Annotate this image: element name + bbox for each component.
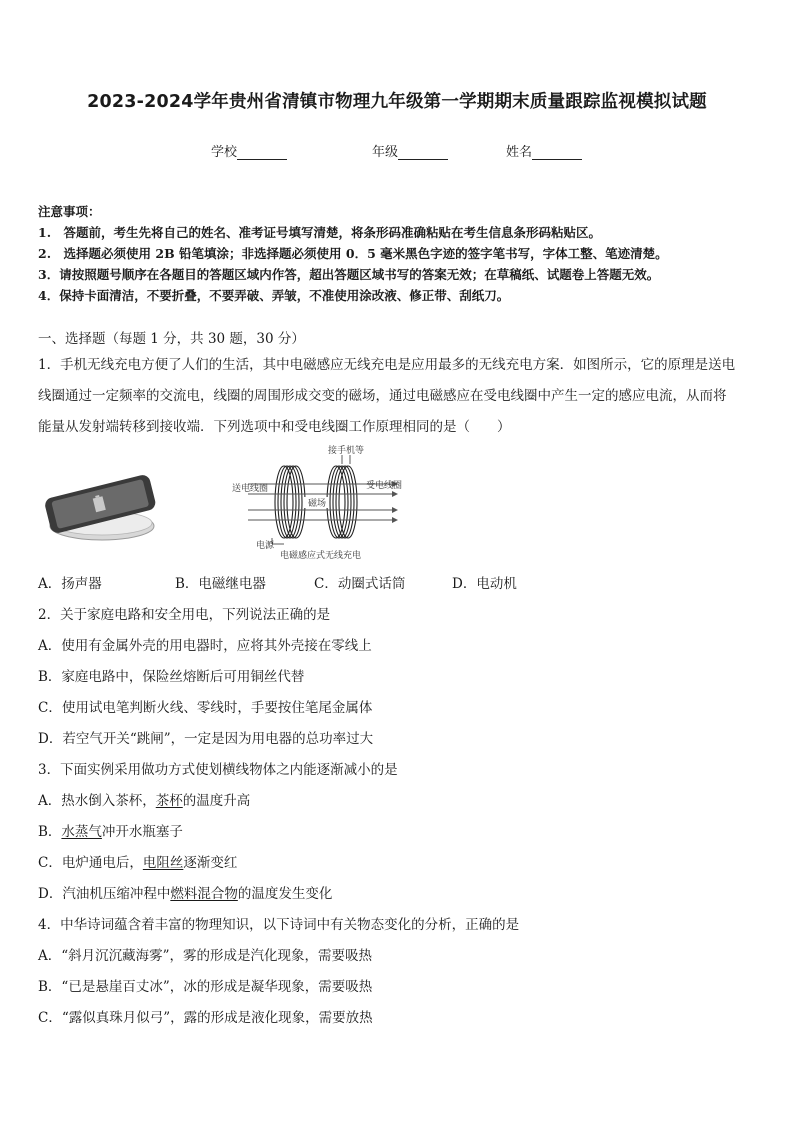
section-heading: 一、选择题（每题 1 分，共 30 题，30 分）: [38, 331, 305, 347]
grade-blank[interactable]: [398, 145, 448, 160]
q2-option-d[interactable]: D．若空气开关“跳闸”，一定是因为用电器的总功率过大: [38, 731, 374, 747]
label-receive-coil: 受电线圈: [366, 481, 403, 491]
name-field[interactable]: [506, 141, 582, 160]
q3-option-b[interactable]: [38, 820, 183, 840]
name-label: 姓名: [506, 145, 533, 160]
q1-line-3: 能量从发射端转移到接收端．下列选项中和受电线圈工作原理相同的是（ ）: [38, 419, 511, 435]
q2-option-c[interactable]: C．使用试电笔判断火线、零线时，手要按住笔尾金属体: [38, 700, 373, 716]
q3-a-prefix: A．热水倒入茶杯，: [38, 793, 156, 809]
exam-title: 2023-2024学年贵州省清镇市物理九年级第一学期期末质量跟踪监视模拟试题: [87, 92, 707, 112]
grade-label: 年级: [372, 145, 399, 160]
q1-line-1: 1．手机无线充电方便了人们的生活，其中电磁感应无线充电是应用最多的无线充电方案．如图所示，它的原理是送电: [38, 357, 736, 373]
q4-option-a[interactable]: A．“斜月沉沉藏海雾”，雾的形成是汽化现象，需要吸热: [38, 948, 373, 964]
q1-option-c[interactable]: C．动圈式话筒: [314, 576, 406, 592]
q3-a-underlined: 茶杯: [155, 793, 183, 809]
q3-d-underlined: 燃料混合物: [170, 886, 238, 902]
label-phone-connection: 接手机等: [328, 446, 365, 456]
induction-coil-diagram: [232, 444, 408, 560]
q3-option-c[interactable]: [38, 851, 237, 871]
phone-charger-image: [40, 468, 160, 548]
q2-stem: 2．关于家庭电路和安全用电，下列说法正确的是: [38, 607, 331, 623]
receive-coil-icon: [327, 466, 357, 538]
q2-option-a[interactable]: A．使用有金属外壳的用电器时，应将其外壳接在零线上: [38, 638, 372, 654]
notice-item-4: 4．保持卡面清洁，不要折叠，不要弄破、弄皱，不准使用涂改液、修正带、刮纸刀。: [38, 288, 510, 303]
label-power-source: 电源: [256, 541, 275, 551]
notice-item-2: 2. 选择题必须使用 2B 铅笔填涂；非选择题必须使用 0．5 毫米黑色字迹的签字笔书写，字体工整、笔迹清楚。: [38, 246, 668, 261]
q3-option-a[interactable]: [38, 789, 250, 809]
q1-option-d[interactable]: D．电动机: [452, 576, 517, 592]
q3-b-prefix: B．: [38, 824, 62, 840]
q2-option-b[interactable]: B．家庭电路中，保险丝熔断后可用铜丝代替: [38, 669, 305, 685]
q3-c-underlined: 电阻丝: [142, 855, 184, 871]
label-magnetic-field: 磁场: [308, 499, 327, 509]
q3-d-prefix: D．汽油机压缩冲程中: [38, 886, 171, 902]
q4-option-c[interactable]: C．“露似真珠月似弓”，露的形成是液化现象，需要放热: [38, 1010, 373, 1026]
school-label: 学校: [211, 145, 238, 160]
q3-b-underlined: 水蒸气: [61, 824, 102, 840]
q3-c-prefix: C．电炉通电后，: [38, 855, 143, 871]
q3-b-suffix: 冲开水瓶塞子: [101, 824, 183, 840]
q3-stem: 3．下面实例采用做功方式使划横线物体之内能逐渐减小的是: [38, 762, 398, 778]
q1-option-b[interactable]: B．电磁继电器: [175, 576, 266, 592]
school-field[interactable]: [211, 141, 287, 160]
q4-option-b[interactable]: B．“已是悬崖百丈冰”，冰的形成是凝华现象，需要吸热: [38, 979, 373, 995]
school-blank[interactable]: [237, 145, 287, 160]
label-send-coil: 送电线圈: [232, 484, 269, 494]
name-blank[interactable]: [532, 145, 582, 160]
notice-item-3: 3．请按照题号顺序在各题目的答题区域内作答，超出答题区域书写的答案无效；在草稿纸、试题卷上答题无效。: [38, 267, 660, 282]
send-coil-icon: [275, 466, 305, 538]
grade-field[interactable]: [372, 141, 448, 160]
q3-a-suffix: 的温度升高: [182, 793, 251, 809]
figure-caption: 电磁感应式无线充电: [280, 551, 362, 560]
q4-stem: 4．中华诗词蕴含着丰富的物理知识，以下诗词中有关物态变化的分析，正确的是: [38, 917, 520, 933]
q1-line-2: 线圈通过一定频率的交流电，线圈的周围形成交变的磁场，通过电磁感应在受电线圈中产生一定的感应电流，从而将: [38, 388, 727, 404]
q1-option-a[interactable]: A．扬声器: [38, 576, 102, 592]
notice-heading: 注意事项：: [38, 204, 101, 219]
q3-d-suffix: 的温度发生变化: [237, 886, 333, 902]
q3-c-suffix: 逐渐变红: [183, 855, 238, 871]
q3-option-d[interactable]: [38, 882, 332, 902]
notice-item-1: 1. 答题前，考生先将自己的姓名、准考证号填写清楚，将条形码准确粘贴在考生信息条形码粘贴区。: [38, 225, 602, 240]
